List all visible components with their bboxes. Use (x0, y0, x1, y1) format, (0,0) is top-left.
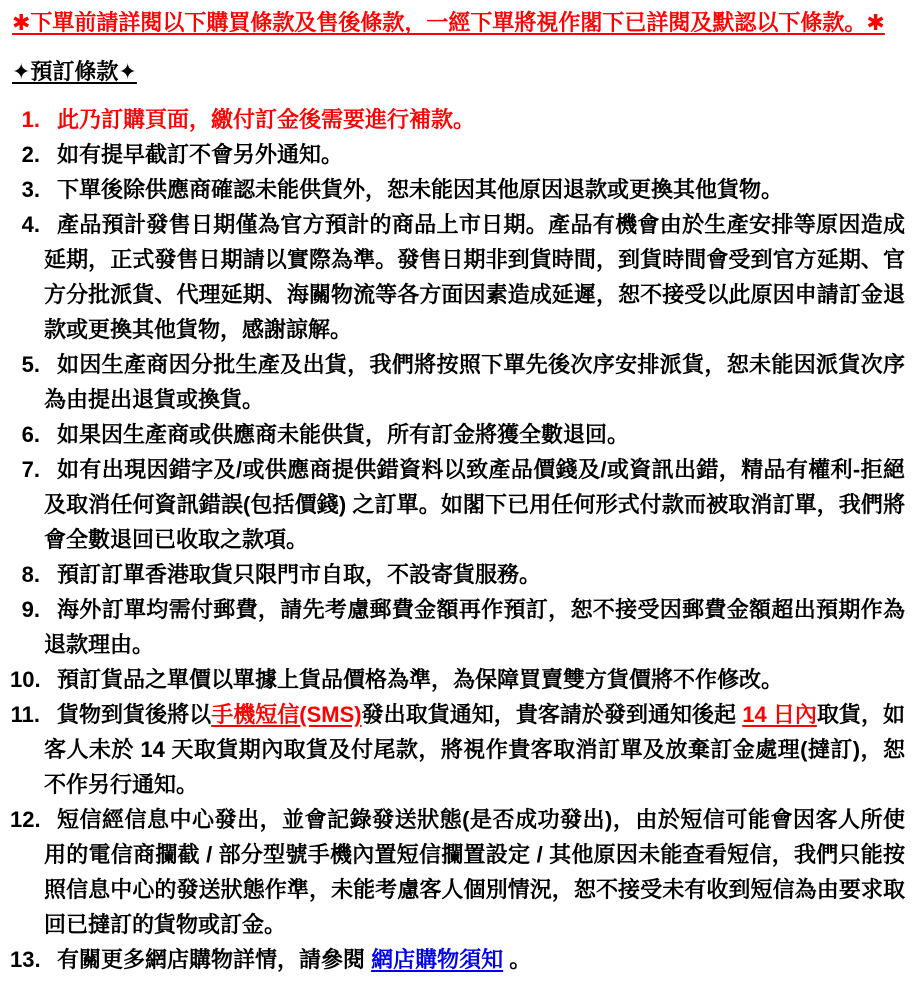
term-text: 如有出現因錯字及/或供應商提供錯資料以致產品價錢及/或資訊出錯，精品有權利-拒絕及取消任何資訊錯誤(包括價錢) 之訂單。如閣下已用任何形式付款而被取消訂單，我們將會全數退回已收取之款項。 (44, 457, 905, 552)
term-text: 如有提早截訂不會另外通知。 (57, 142, 344, 167)
pickup-deadline-emphasis: 14 日內 (742, 702, 817, 727)
term-item-5 (10, 347, 905, 417)
term-item-2 (10, 137, 905, 172)
term-number: 2. (21, 142, 40, 167)
term-text: 。 (503, 947, 532, 972)
term-number: 11. (10, 702, 40, 727)
term-text: 如果因生產商或供應商未能供貨，所有訂金將獲全數退回。 (57, 422, 630, 447)
term-text: 海外訂單均需付郵費，請先考慮郵費金額再作預訂，恕不接受因郵費金額超出預期作為退款理由。 (44, 597, 905, 657)
term-text: 有關更多網店購物詳情，請參閱 (57, 947, 372, 972)
term-text: 如因生產商因分批生產及出貨，我們將按照下單先後次序安排派貨，恕未能因派貨次序為由提出退貨或換貨。 (44, 352, 905, 412)
term-text: 短信經信息中心發出，並會記錄發送狀態(是否成功發出)，由於短信可能會因客人所使用的電信商攔截 / 部分型號手機內置短信攔置設定 / 其他原因未能查看短信，我們只能按照信息中心的發送狀態作準，未能考慮客人個別情況，恕不接受未有收到短信為由要求取回已撻訂的貨物或訂金。 (44, 807, 905, 937)
term-item-6 (10, 417, 905, 452)
term-item-9 (10, 592, 905, 662)
term-item-8 (10, 557, 905, 592)
term-number: 1. (21, 107, 40, 132)
term-text: 貨物到貨後將以 (57, 702, 212, 727)
term-text: 產品預計發售日期僅為官方預計的商品上市日期。產品有機會由於生產安排等原因造成延期，正式發售日期請以實際為準。發售日期非到貨時間，到貨時間會受到官方延期、官方分批派貨、代理延期、海關物流等各方面因素造成延遲，恕不接受以此原因申請訂金退款或更換其他貨物，感謝諒解。 (44, 212, 905, 342)
term-number: 12. (10, 807, 41, 832)
term-item-1 (10, 102, 905, 137)
term-number: 4. (21, 212, 40, 237)
term-number: 3. (21, 177, 40, 202)
term-item-4 (10, 207, 905, 347)
term-text: 發出取貨通知，貴客請於發到通知後起 (361, 702, 743, 727)
term-number: 6. (21, 422, 40, 447)
term-number: 13. (10, 947, 41, 972)
term-number: 9. (21, 597, 40, 622)
sms-notice-emphasis: 手機短信(SMS) (211, 702, 362, 727)
term-item-10 (10, 662, 905, 697)
term-item-3 (10, 172, 905, 207)
shop-guide-link[interactable]: 網店購物須知 (371, 947, 504, 972)
pre-order-warning-banner: ✱下單前請詳閱以下購買條款及售後條款，一經下單將視作閣下已詳閱及默認以下條款。✱ (12, 10, 885, 35)
term-text: 此乃訂購頁面，繳付訂金後需要進行補款。 (57, 107, 476, 132)
term-item-11 (10, 697, 905, 802)
term-number: 8. (21, 562, 40, 587)
term-text: 下單後除供應商確認未能供貨外，恕未能因其他原因退款或更換其他貨物。 (57, 177, 784, 202)
term-item-12 (10, 802, 905, 942)
term-number: 5. (21, 352, 40, 377)
term-text: 預訂訂單香港取貨只限門市自取，不設寄貨服務。 (57, 562, 542, 587)
term-number: 7. (21, 457, 40, 482)
term-text: 取貨，如客人未於 14 天取貨期內取貨及付尾款，將視作貴客取消訂單及放棄訂金處理(撻訂)，恕不作另行通知。 (44, 702, 905, 797)
term-number: 10. (10, 667, 41, 692)
terms-list (10, 102, 905, 977)
term-text: 預訂貨品之單價以單據上貨品價格為準，為保障買賣雙方貨價將不作修改。 (57, 667, 784, 692)
term-item-7 (10, 452, 905, 557)
section-title-pre-order-terms: ✦預訂條款✦ (12, 59, 137, 84)
term-item-13 (10, 942, 905, 977)
